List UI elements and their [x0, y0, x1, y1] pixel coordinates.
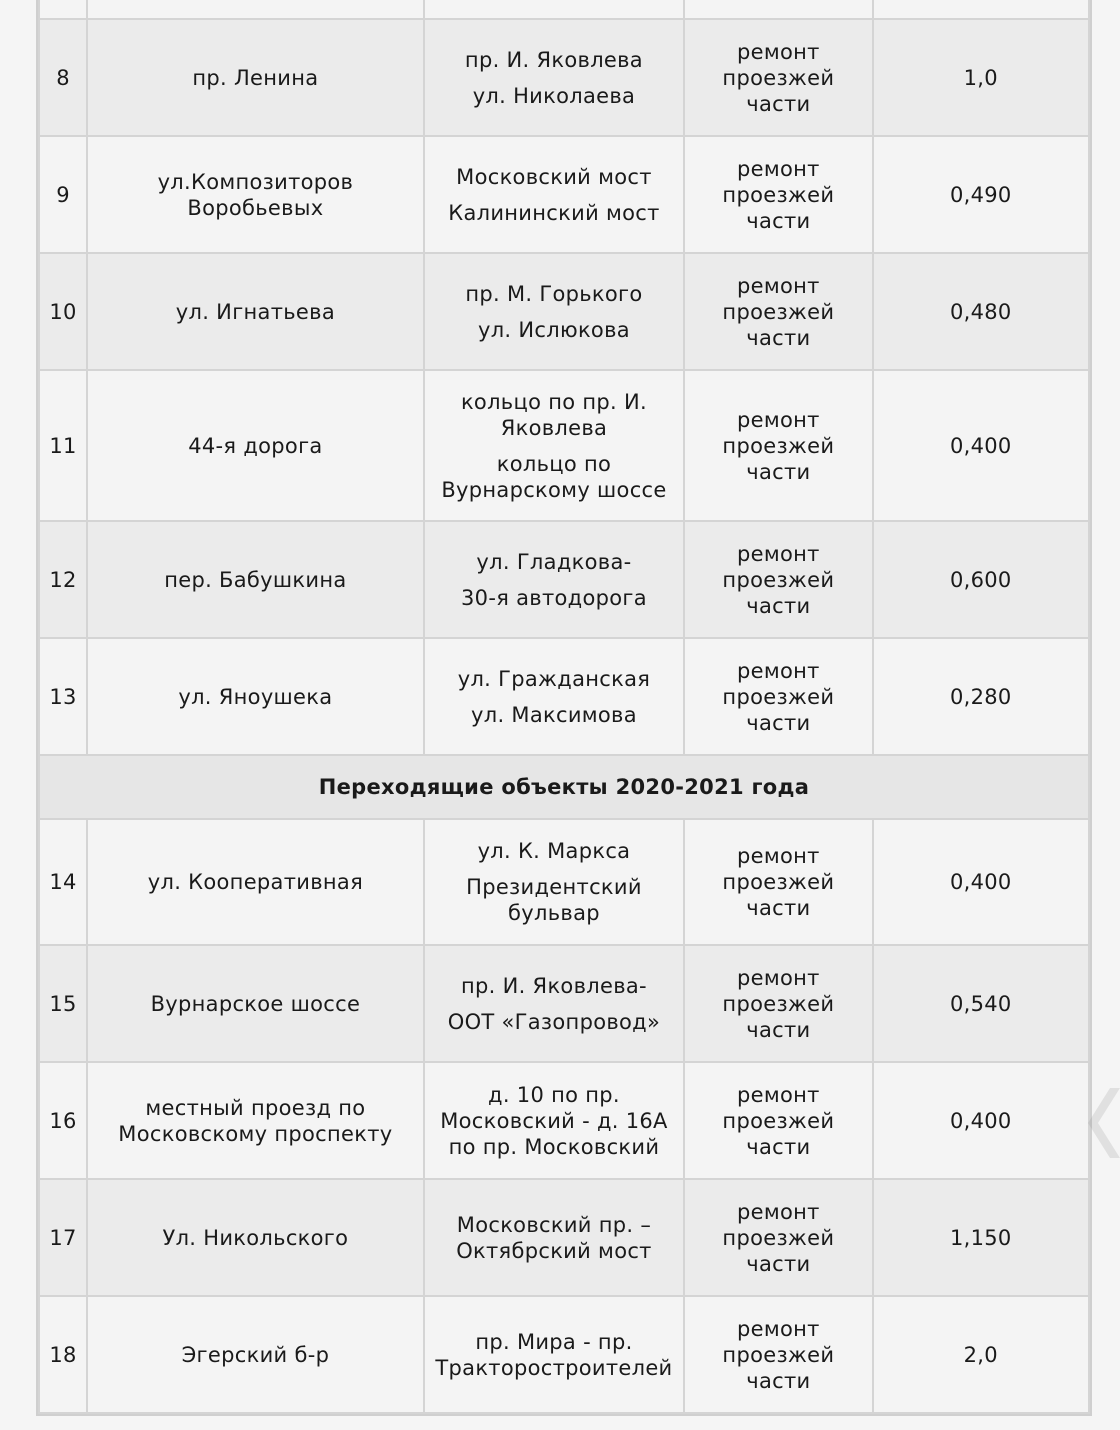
section-boundary-line: ул. Гражданская: [457, 666, 651, 691]
work-type-line: проезжей: [722, 1225, 835, 1250]
work-type-line: ремонт: [737, 273, 820, 298]
work-type-line: части: [746, 1251, 811, 1276]
section-boundary-line: ул. К. Маркса: [477, 839, 631, 863]
work-type-line: части: [746, 710, 811, 735]
work-type-line: ремонт: [737, 1199, 820, 1224]
section-boundary-line: Яковлева: [500, 415, 608, 440]
table-row: [39, 1179, 1089, 1296]
street-name-line: ул.Композиторов: [157, 169, 354, 194]
section-boundary: [431, 585, 677, 611]
work-type-line: ремонт: [737, 407, 820, 432]
work-type-line: проезжей: [722, 433, 835, 458]
road-section-cell: [424, 1062, 684, 1179]
row-number: 14: [39, 819, 87, 945]
section-boundary: [431, 1329, 677, 1381]
work-type-line: ремонт: [737, 1316, 820, 1341]
length-km-cell: 2,0: [873, 1296, 1089, 1413]
work-type-line: ремонт: [737, 156, 820, 181]
road-section-cell: [424, 945, 684, 1062]
street-name-cell: [87, 1296, 424, 1413]
length-km-cell: 1,0: [873, 19, 1089, 136]
street-name-line: ул. Игнатьева: [175, 299, 335, 324]
work-type-cell: [684, 638, 872, 755]
section-boundary: [431, 838, 677, 864]
street-name-line: местный проезд по: [145, 1095, 366, 1120]
section-boundary-line: кольцо по пр. И.: [460, 389, 647, 414]
street-name-cell: [87, 370, 424, 521]
street-name-cell: [87, 253, 424, 370]
row-number: 11: [39, 370, 87, 521]
length-km-cell: 0,400: [873, 370, 1089, 521]
street-name-cell: [87, 638, 424, 755]
section-boundary: [431, 666, 677, 692]
section-boundary-line: д. 10 по пр.: [488, 1082, 620, 1107]
partial-table-row: [39, 0, 1089, 19]
section-boundary: [431, 1212, 677, 1264]
road-section-cell: [424, 638, 684, 755]
work-type-cell: [684, 253, 872, 370]
row-number: 10: [39, 253, 87, 370]
work-type-line: части: [746, 1017, 811, 1042]
length-km-cell: 0,480: [873, 253, 1089, 370]
table-row: [39, 521, 1089, 638]
table-row: [39, 253, 1089, 370]
street-name-line: Вурнарское шоссе: [150, 991, 361, 1016]
empty-cell: [684, 0, 872, 19]
street-name-line: ул. Кооперативная: [147, 870, 364, 894]
work-type-line: проезжей: [722, 299, 835, 324]
section-boundary-line: пр. М. Горького: [465, 281, 643, 306]
work-type-line: проезжей: [722, 870, 835, 894]
street-name-cell: [87, 945, 424, 1062]
section-boundary-line: 30-я автодорога: [461, 585, 647, 610]
row-number: 16: [39, 1062, 87, 1179]
length-km-cell: 0,490: [873, 136, 1089, 253]
section-boundary-line: кольцо по: [496, 451, 612, 476]
road-repair-table-frame: [36, 0, 1092, 1416]
road-repair-table: [38, 0, 1090, 1414]
length-km-cell: 1,150: [873, 1179, 1089, 1296]
section-boundary: [431, 451, 677, 503]
work-type-line: проезжей: [722, 991, 835, 1016]
section-boundary-line: ул. Ислюкова: [477, 317, 630, 342]
work-type-line: части: [746, 459, 811, 484]
road-section-cell: [424, 819, 684, 945]
street-name-line: ул. Яноушека: [178, 684, 333, 709]
work-type-cell: [684, 19, 872, 136]
section-boundary-line: пр. И. Яковлева-: [460, 973, 647, 998]
road-section-cell: [424, 19, 684, 136]
section-boundary: [431, 549, 677, 575]
table-row: [39, 1296, 1089, 1413]
section-boundary-line: ул. Николаева: [472, 83, 636, 108]
section-boundary-line: Московский мост: [456, 164, 652, 189]
work-type-line: проезжей: [722, 1108, 835, 1133]
section-boundary-line: Московский - д. 16А: [440, 1108, 668, 1133]
work-type-line: ремонт: [737, 844, 820, 868]
road-section-cell: [424, 521, 684, 638]
section-boundary-line: по пр. Московский: [448, 1134, 660, 1159]
work-type-line: ремонт: [737, 39, 820, 64]
section-boundary-line: пр. Мира - пр.: [475, 1329, 633, 1354]
work-type-cell: [684, 819, 872, 945]
section-boundary: [431, 47, 677, 73]
work-type-line: части: [746, 593, 811, 618]
work-type-line: части: [746, 325, 811, 350]
street-name-line: пер. Бабушкина: [164, 567, 347, 592]
section-boundary-line: ул. Гладкова-: [476, 549, 632, 574]
section-boundary: [431, 973, 677, 999]
table-row: [39, 19, 1089, 136]
section-boundary-line: бульвар: [508, 901, 600, 925]
row-number: 12: [39, 521, 87, 638]
empty-cell: [424, 0, 684, 19]
length-km-cell: 0,280: [873, 638, 1089, 755]
section-boundary-line: Московский пр. –: [456, 1212, 652, 1237]
length-km-cell: 0,400: [873, 1062, 1089, 1179]
section-boundary: [431, 164, 677, 190]
row-number: 9: [39, 136, 87, 253]
work-type-cell: [684, 1062, 872, 1179]
table-row: [39, 638, 1089, 755]
work-type-cell: [684, 136, 872, 253]
section-title: Переходящие объекты 2020-2021 года: [39, 755, 1089, 819]
work-type-line: части: [746, 208, 811, 233]
length-km-cell: 0,540: [873, 945, 1089, 1062]
section-boundary: [431, 281, 677, 307]
work-type-line: проезжей: [722, 567, 835, 592]
row-number: 15: [39, 945, 87, 1062]
length-km-cell: 0,400: [873, 819, 1089, 945]
row-number: 13: [39, 638, 87, 755]
section-boundary-line: ул. Максимова: [471, 702, 637, 727]
section-boundary-line: пр. И. Яковлева: [464, 47, 643, 72]
section-boundary: [431, 200, 677, 226]
work-type-line: проезжей: [722, 684, 835, 709]
empty-cell: [873, 0, 1089, 19]
table-row: [39, 1062, 1089, 1179]
section-boundary: [431, 83, 677, 109]
work-type-line: ремонт: [737, 965, 820, 990]
road-section-cell: [424, 370, 684, 521]
road-section-cell: [424, 1296, 684, 1413]
work-type-line: ремонт: [737, 658, 820, 683]
table-row: [39, 945, 1089, 1062]
table-row: [39, 370, 1089, 521]
section-boundary-line: Президентский: [466, 875, 642, 899]
section-boundary-line: Октябрский мост: [456, 1238, 652, 1263]
street-name-cell: [87, 819, 424, 945]
table-row: [39, 819, 1089, 945]
row-number: 17: [39, 1179, 87, 1296]
work-type-line: проезжей: [722, 182, 835, 207]
work-type-line: части: [746, 1134, 811, 1159]
work-type-cell: [684, 521, 872, 638]
work-type-line: части: [746, 91, 811, 116]
empty-cell: [87, 0, 424, 19]
street-name-cell: [87, 136, 424, 253]
section-header-row: [39, 755, 1089, 819]
watermark-chevron-icon: [1088, 1088, 1120, 1158]
street-name-cell: [87, 1179, 424, 1296]
street-name-line: Московскому проспекту: [118, 1121, 393, 1146]
section-boundary-line: ООТ «Газопровод»: [447, 1009, 661, 1034]
section-boundary: [431, 317, 677, 343]
work-type-line: ремонт: [737, 1082, 820, 1107]
street-name-cell: [87, 1062, 424, 1179]
empty-cell: [39, 0, 87, 19]
section-boundary: [431, 874, 677, 926]
table-row: [39, 136, 1089, 253]
row-number: 18: [39, 1296, 87, 1413]
road-section-cell: [424, 1179, 684, 1296]
street-name-cell: [87, 521, 424, 638]
street-name-line: Эгерский б-р: [181, 1342, 330, 1367]
road-section-cell: [424, 136, 684, 253]
work-type-line: проезжей: [722, 1342, 835, 1367]
work-type-cell: [684, 1296, 872, 1413]
section-boundary-line: Калининский мост: [448, 200, 660, 225]
row-number: 8: [39, 19, 87, 136]
street-name-line: Воробьевых: [187, 195, 324, 220]
section-boundary: [431, 389, 677, 441]
work-type-cell: [684, 945, 872, 1062]
section-boundary-line: Вурнарскому шоссе: [441, 477, 667, 502]
section-boundary: [431, 1082, 677, 1160]
street-name-cell: [87, 19, 424, 136]
section-boundary: [431, 1009, 677, 1035]
work-type-line: части: [746, 1368, 811, 1393]
work-type-line: части: [746, 896, 811, 920]
work-type-line: проезжей: [722, 65, 835, 90]
work-type-cell: [684, 370, 872, 521]
street-name-line: Ул. Никольского: [162, 1225, 349, 1250]
road-section-cell: [424, 253, 684, 370]
section-boundary: [431, 702, 677, 728]
length-km-cell: 0,600: [873, 521, 1089, 638]
street-name-line: 44-я дорога: [188, 433, 323, 458]
work-type-line: ремонт: [737, 541, 820, 566]
section-boundary-line: Тракторостроителей: [435, 1355, 673, 1380]
street-name-line: пр. Ленина: [192, 65, 319, 90]
work-type-cell: [684, 1179, 872, 1296]
